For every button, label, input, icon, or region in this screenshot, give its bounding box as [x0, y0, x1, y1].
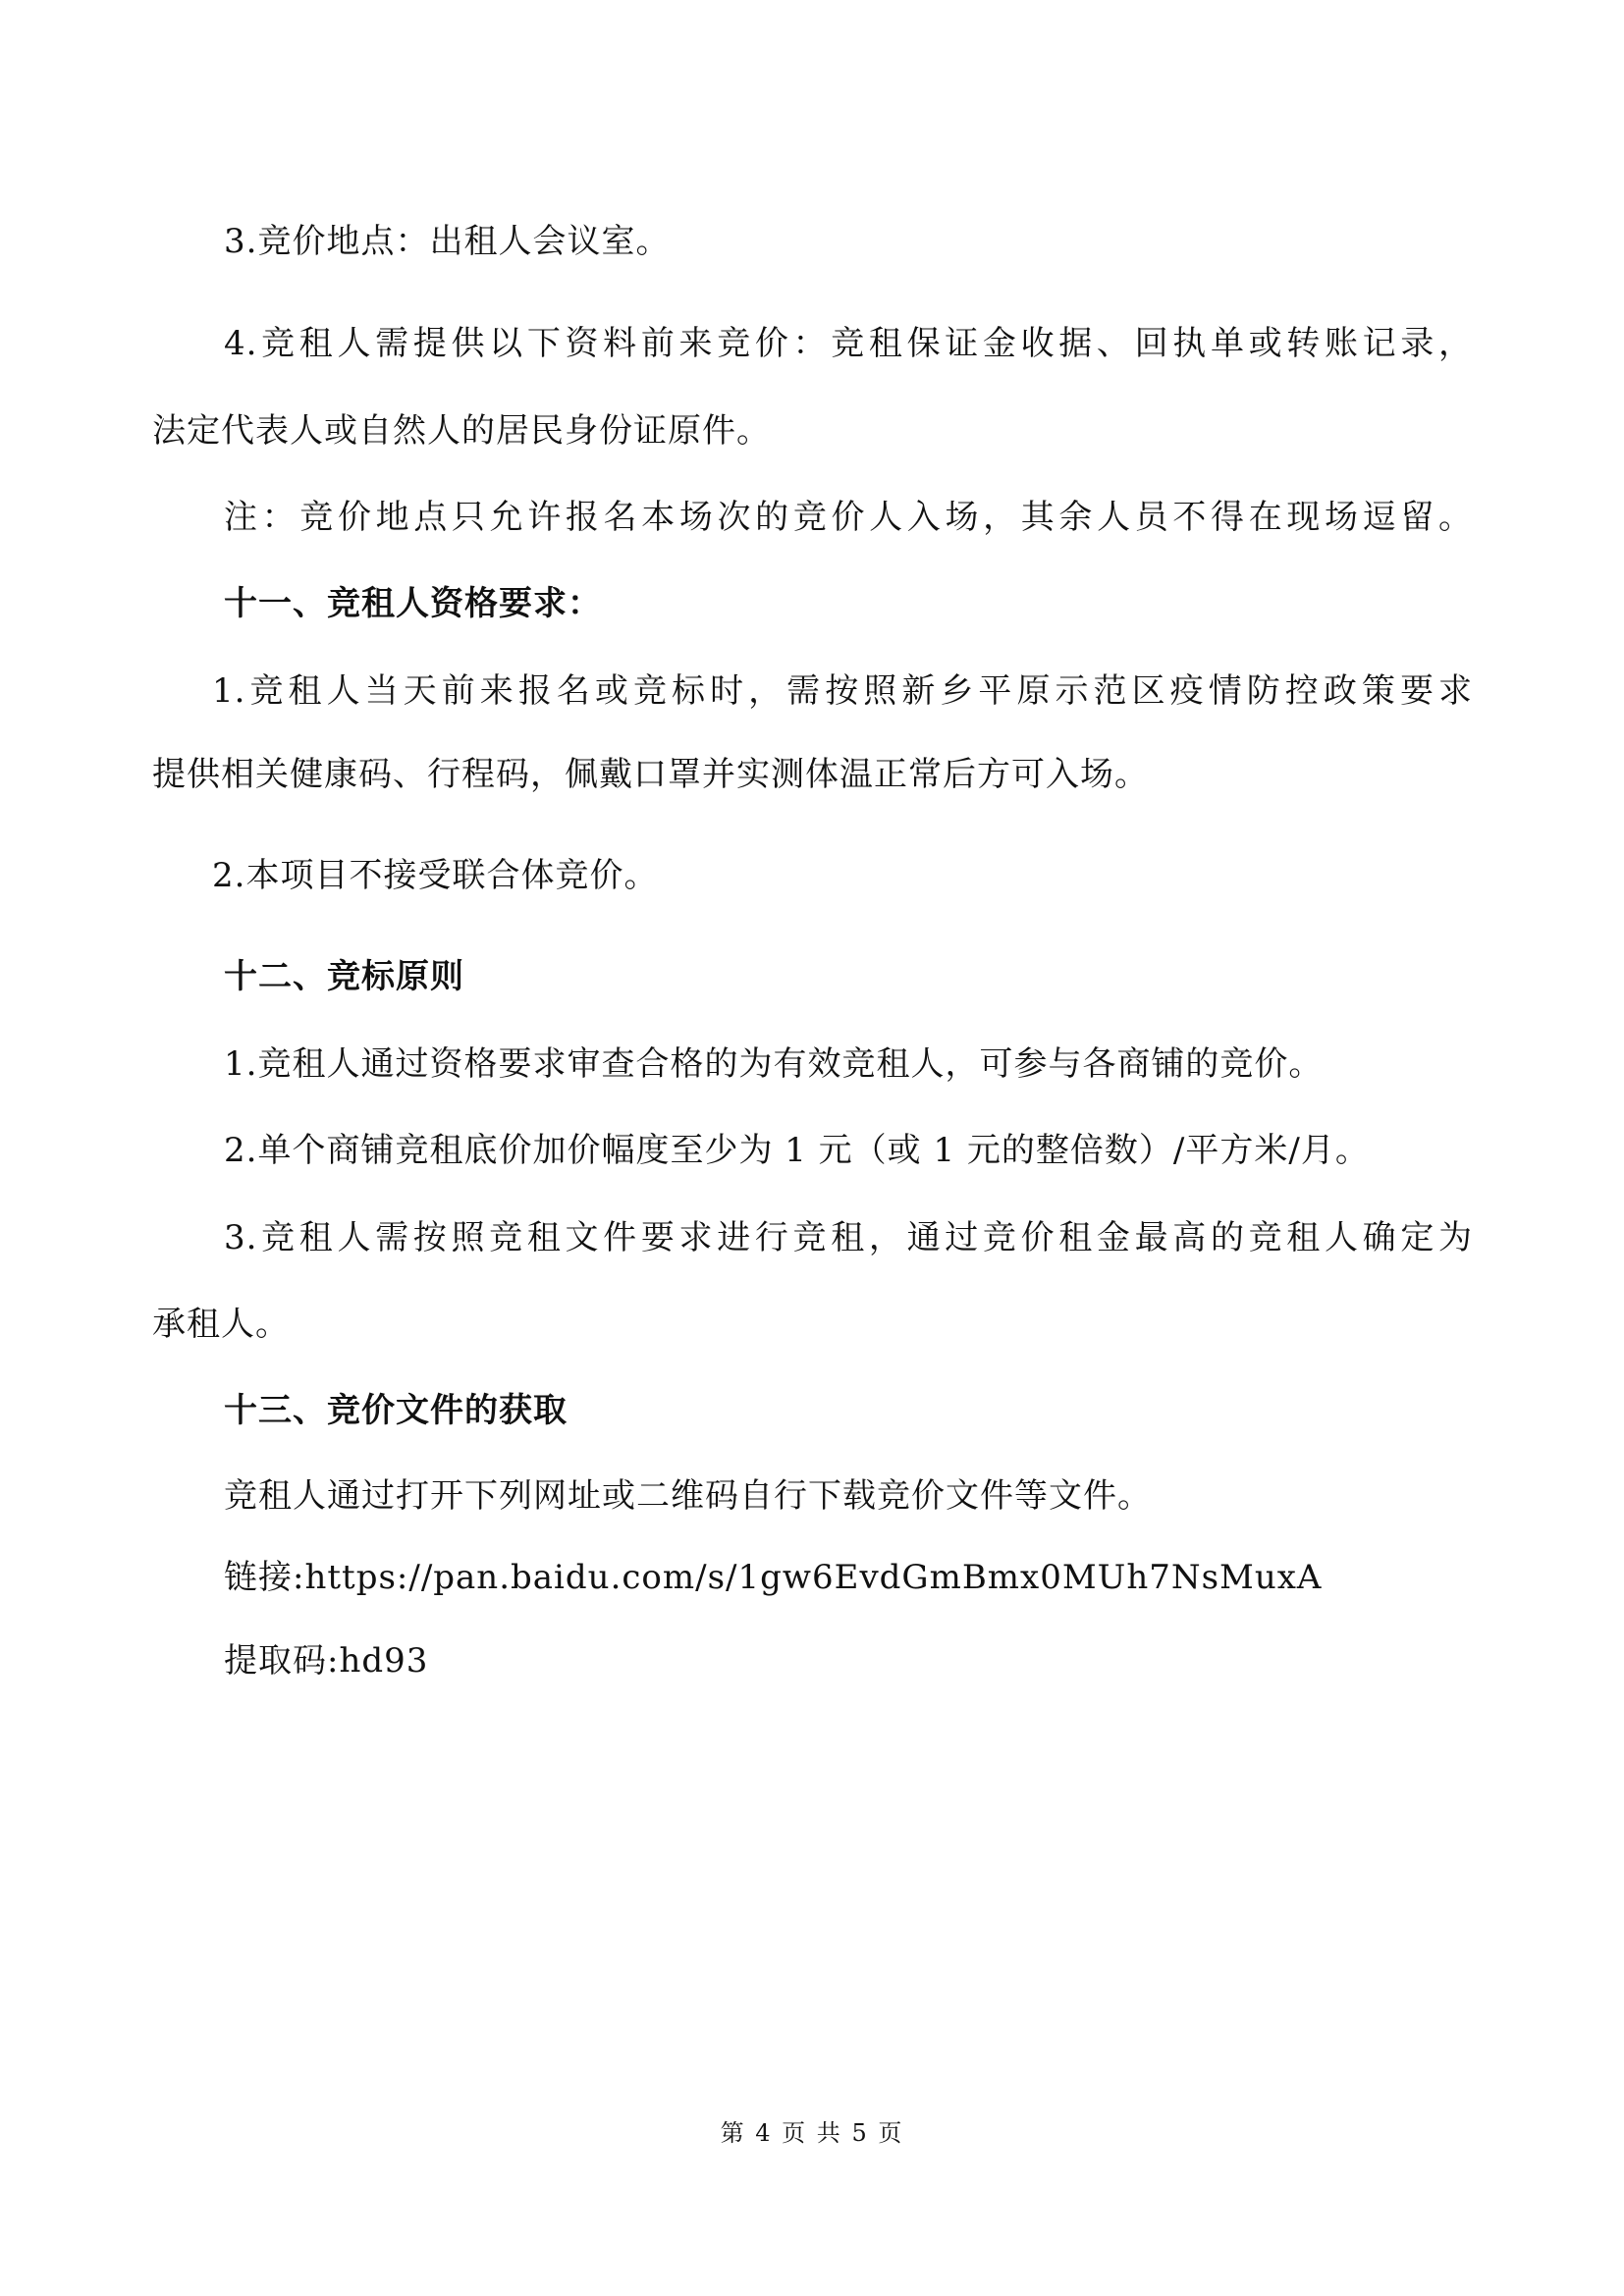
principle-item3-line2: 承租人。: [152, 1305, 290, 1344]
extraction-code-label: 提取码:: [224, 1641, 340, 1681]
paragraph-venue: 3.竞价地点：出租人会议室。: [224, 222, 671, 261]
section-heading-bidding-principles: 十二、竞标原则: [224, 957, 464, 996]
download-link-url[interactable]: https://pan.baidu.com/s/1gw6EvdGmBmx0MUh7NsMuxA: [304, 1558, 1323, 1597]
section-heading-document-access: 十三、竞价文件的获取: [224, 1391, 568, 1430]
page-number-footer: 第 4 页 共 5 页: [720, 2119, 904, 2147]
download-link-label: 链接:: [224, 1558, 305, 1597]
eligibility-item1-line1: 1.竞租人当天前来报名或竞标时，需按照新乡平原示范区疫情防控政策要求: [212, 671, 1473, 711]
download-link-row: [224, 1554, 1323, 1601]
extraction-code-row: [224, 1637, 428, 1684]
principle-item1: 1.竞租人通过资格要求审查合格的为有效竞租人，可参与各商铺的竞价。: [224, 1044, 1324, 1084]
principle-item3-line1: 3.竞租人需按照竞租文件要求进行竞租，通过竞价租金最高的竞租人确定为: [224, 1218, 1473, 1257]
document-access-instruction: 竞租人通过打开下列网址或二维码自行下载竞价文件等文件。: [224, 1476, 1152, 1516]
paragraph-materials-line2: 法定代表人或自然人的居民身份证原件。: [152, 411, 771, 451]
eligibility-item2: 2.本项目不接受联合体竞价。: [212, 856, 659, 895]
extraction-code-value: hd93: [339, 1641, 429, 1681]
principle-item2: 2.单个商铺竞租底价加价幅度至少为 1 元（或 1 元的整倍数）/平方米/月。: [224, 1131, 1370, 1170]
paragraph-note: 注：竞价地点只允许报名本场次的竞价人入场，其余人员不得在现场逗留。: [224, 498, 1473, 537]
eligibility-item1-line2: 提供相关健康码、行程码，佩戴口罩并实测体温正常后方可入场。: [152, 755, 1149, 794]
paragraph-materials-line1: 4.竞租人需提供以下资料前来竞价：竞租保证金收据、回执单或转账记录，: [224, 324, 1473, 363]
section-heading-eligibility: 十一、竞租人资格要求：: [224, 584, 602, 623]
